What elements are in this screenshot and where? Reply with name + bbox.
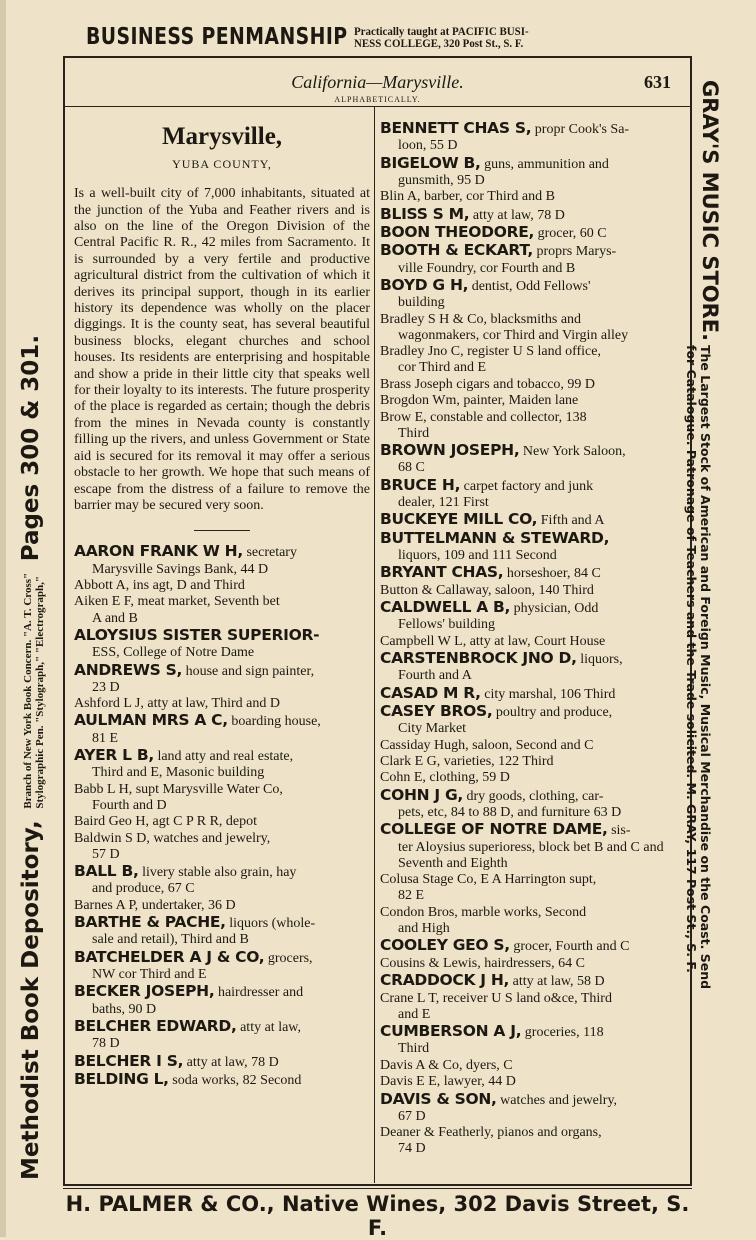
top-ad-line-1: Practically taught at PACIFIC BUSI- [354, 26, 529, 38]
entry-details: physician, Odd [510, 601, 599, 617]
directory-entry [380, 937, 678, 955]
entry-details: ins agt, D and Third [129, 577, 245, 593]
entry-continuation: gunsmith, 95 D [398, 172, 485, 188]
entry-name: BOON THEODORE, [380, 222, 535, 241]
entry-name: Ashford L J, [74, 696, 144, 712]
entry-name: Crane L T, [380, 990, 440, 1006]
entry-details: soda works, 82 Second [168, 1073, 302, 1088]
directory-entry [380, 393, 678, 409]
entry-name: Condon Bros, [380, 904, 458, 920]
entry-name: CALDWELL A B, [380, 598, 511, 617]
entry-first-line [74, 1071, 370, 1089]
right-ad-line-1: The Largest Stock of American and Foreign Music, Musical Merchandise on the Coast. Send [698, 345, 713, 990]
entry-name: BUCKEYE MILL CO, [380, 510, 538, 529]
entry-continuation: and High [398, 920, 450, 936]
directory-entry [380, 530, 678, 564]
entry-continuation: ter Aloysius superioress, block bet B and C and Seventh and Eighth [398, 839, 664, 871]
entry-name: Aiken E F, [74, 594, 134, 610]
entry-continuation: Fellows' building [398, 617, 496, 633]
entry-name: AYER L B, [74, 746, 154, 765]
entry-continuation: 81 E [92, 730, 119, 746]
entry-continuation: and produce, 67 C [92, 881, 195, 897]
directory-entry [380, 905, 678, 937]
entry-continuation: NW cor Third and E [92, 967, 207, 983]
entry-name: CASEY BROS, [380, 702, 493, 721]
entry-continuation: 57 D [92, 846, 120, 862]
entry-first-line [380, 787, 678, 805]
entry-details: register U S land office, [463, 344, 601, 360]
directory-entry [74, 898, 370, 914]
entry-name: BROWN JOSEPH, [380, 441, 520, 460]
directory-entry [74, 627, 370, 661]
left-ad-detail [22, 573, 46, 809]
entry-continuation: Fourth and A [398, 668, 472, 684]
entry-name: Brow E, [380, 409, 427, 425]
entry-details: pianos and organs, [493, 1125, 602, 1141]
entry-details: New York Saloon, [519, 444, 626, 460]
column-divider [374, 107, 375, 1183]
entry-name: Baldwin S D, [74, 830, 150, 846]
entry-details: meat market, Seventh bet [133, 594, 280, 610]
entry-continuation: 67 D [398, 1108, 426, 1124]
entry-continuation: ESS, College of Notre Dame [92, 645, 255, 661]
entry-first-line [380, 442, 678, 460]
entry-first-line [380, 738, 678, 754]
entry-details: atty at law, 58 D [509, 974, 605, 990]
entry-details: proprs Marys- [532, 244, 617, 260]
entry-details: groceries, 118 [521, 1025, 604, 1041]
directory-entry [380, 410, 678, 442]
entry-name: BENNETT CHAS S, [380, 119, 532, 137]
entry-first-line [380, 991, 678, 1007]
entry-details: dry goods, clothing, car- [462, 788, 604, 804]
entry-details: atty at law, [236, 1020, 301, 1036]
entry-first-line [380, 1058, 678, 1074]
entry-first-line [380, 821, 678, 839]
entry-first-line [74, 1053, 370, 1071]
directory-entry [380, 821, 678, 872]
entry-name: BOOTH & ECKART, [380, 241, 533, 260]
directory-entry [380, 634, 678, 650]
entry-continuation: 68 C [398, 460, 425, 476]
entry-details: watches and jewelry, [149, 830, 271, 846]
directory-entry [380, 312, 678, 344]
directory-entry [380, 1125, 678, 1157]
entry-details: blacksmiths and [486, 311, 582, 327]
directory-entry [74, 1018, 370, 1052]
directory-entry [380, 189, 678, 205]
directory-entry [380, 703, 678, 737]
entry-details: lawyer, 44 D [440, 1074, 516, 1090]
entry-first-line [380, 155, 678, 173]
entry-details: city marshal, 106 Third [480, 686, 616, 702]
entry-first-line [380, 770, 678, 786]
entry-name: Campbell W L, [380, 633, 467, 649]
directory-entry [380, 1023, 678, 1057]
section-rule [194, 530, 250, 531]
entry-first-line [380, 377, 678, 393]
top-ad-line-2: NESS COLLEGE, 320 Post St., S. F. [354, 38, 524, 50]
running-subhead: ALPHABETICALLY. [334, 95, 421, 104]
entry-first-line [380, 410, 678, 426]
entry-name: Davis A & Co, [380, 1057, 463, 1073]
entry-name: DAVIS & SON, [380, 1089, 497, 1108]
entry-details: poultry and produce, [492, 705, 613, 721]
entry-name: Cassiday Hugh, [380, 737, 469, 753]
entry-first-line [380, 937, 678, 955]
directory-entry [380, 754, 678, 770]
entry-name: BELCHER EDWARD, [74, 1017, 237, 1036]
directory-entry [380, 599, 678, 633]
entry-continuation: building [398, 295, 445, 311]
entry-details: grocers, [264, 950, 313, 966]
left-ad-line-2: Stylographic Pen. "Stylograph," "Electrograph," [33, 576, 46, 809]
entry-details: secretary [242, 545, 297, 561]
entry-continuation: cor Third and E [398, 360, 486, 376]
entry-details: supt Marysville Water Co, [132, 781, 283, 797]
directory-entry [74, 1053, 370, 1071]
entry-details: barber, cor Third and B [420, 189, 555, 205]
entry-first-line [380, 1074, 678, 1090]
directory-entry [74, 983, 370, 1017]
right-column [380, 120, 678, 1158]
entry-details: propr Cook's Sa- [531, 122, 630, 137]
entry-name: BELCHER I S, [74, 1051, 184, 1070]
entry-name: Bradley Jno C, [380, 344, 464, 360]
entry-name: BATCHELDER A J & CO, [74, 947, 265, 966]
entry-first-line [380, 277, 678, 295]
entry-name: BUTTELMANN & STEWARD, [380, 528, 610, 547]
entry-name: Cousins & Lewis, [380, 955, 481, 971]
entry-name: AARON FRANK W H, [74, 542, 243, 561]
entry-name: Cohn E, [380, 770, 426, 786]
entry-continuation: Fourth and D [92, 797, 167, 813]
directory-entry [380, 583, 678, 599]
entry-name: BIGELOW B, [380, 153, 481, 172]
entry-name: Barnes A P, [74, 897, 139, 913]
entry-first-line [380, 189, 678, 205]
directory-entry [380, 344, 678, 376]
entry-continuation: baths, 90 D [92, 1001, 157, 1017]
entry-details: atty at law, 78 D [183, 1054, 279, 1070]
directory-entry [380, 277, 678, 311]
entry-details: E A Harrington supt, [476, 872, 597, 888]
directory-entry [74, 914, 370, 948]
entry-details: saloon, Second and C [468, 737, 594, 753]
entry-name: BRYANT CHAS, [380, 563, 504, 582]
entry-name: Davis E E, [380, 1074, 441, 1090]
entry-name: Clark E G, [380, 754, 441, 770]
directory-entry [74, 696, 370, 712]
entry-continuation: loon, 55 D [398, 138, 458, 154]
directory-entry [380, 650, 678, 684]
directory-entry [380, 477, 678, 511]
entry-name: Abbott A, [74, 577, 130, 593]
entry-name: BOYD G H, [380, 275, 469, 294]
entry-name: BECKER JOSEPH, [74, 982, 215, 1001]
directory-entry [74, 949, 370, 983]
directory-entry [74, 863, 370, 897]
header-rule [63, 106, 692, 107]
entry-first-line [380, 650, 678, 668]
entry-continuation: Marysville Savings Bank, 44 D [92, 561, 269, 577]
entry-name: BALL B, [74, 862, 139, 881]
entry-first-line [74, 914, 370, 932]
entry-first-line [380, 530, 678, 548]
entry-first-line [74, 543, 370, 561]
top-ad-detail [354, 26, 529, 50]
entry-name: BRUCE H, [380, 475, 461, 494]
entry-name: BARTHE & PACHE, [74, 913, 226, 932]
entry-first-line [380, 120, 678, 138]
entry-first-line [380, 224, 678, 242]
entry-continuation: dealer, 121 First [398, 494, 489, 510]
city-title: Marysville, [161, 123, 283, 150]
left-margin-advertisement [18, 90, 46, 1180]
running-head: California—Marysville. [291, 72, 464, 92]
city-description: Is a well-built city of 7,000 inhabitants, situated at the junction of the Yuba and Feather rivers and is also on the line of the Oregon Division of the Central Pacific R. R., 42 miles from Sacramento. It is surrounded by a very fertile and productive agricultural district from the cultivation of which it derives its principal support, though in its earlier history its dependence was wholly on the placer diggings. It is the county seat, has several beautiful business blocks, elegant churches and school houses. Its residents are enterprising and hospitable and show a pride in their little city that speaks well for their loyalty to its interests. The future prosperity of the place is regarded as certain; though the debris from the mines in Nevada county is constantly filling up the rivers, and unless Government or State aid is secured for its removal it may offer a serious obstacle to her growth. We hope that such means of escape from the distress of a failure to remove the barrier may be secured very soon. [74, 186, 370, 513]
top-advertisement [62, 22, 692, 56]
entry-continuation: Third [398, 1041, 430, 1057]
entry-continuation: sale and retail), Third and B [92, 932, 249, 948]
directory-entry [74, 594, 370, 626]
page-number: 631 [644, 72, 671, 92]
directory-entry [74, 782, 370, 814]
entry-first-line [74, 578, 370, 594]
entry-first-line [380, 344, 678, 360]
entry-first-line [74, 949, 370, 967]
entry-continuation: and E [398, 1006, 431, 1022]
entry-first-line [380, 703, 678, 721]
entry-name: Bradley S H & Co, [380, 311, 487, 327]
entry-name: COLLEGE OF NOTRE DAME, [380, 820, 608, 839]
entry-first-line [74, 712, 370, 730]
directory-entry [74, 831, 370, 863]
entry-first-line [380, 1125, 678, 1141]
entry-details: liquors (whole- [225, 916, 316, 932]
entry-details: land atty and real estate, [153, 749, 294, 765]
entry-continuation: 78 D [92, 1036, 120, 1052]
county-name: YUBA COUNTY, [172, 157, 272, 171]
entry-details: sis- [607, 823, 631, 839]
entry-details: livery stable also grain, hay [138, 865, 297, 881]
footer-rule [63, 1188, 692, 1189]
entry-first-line [380, 393, 678, 409]
entry-details: atty at law, Court House [466, 633, 606, 649]
directory-entry [380, 956, 678, 972]
entry-continuation: 74 D [398, 1141, 426, 1157]
entry-first-line [380, 599, 678, 617]
directory-entry [74, 712, 370, 746]
entry-first-line [74, 662, 370, 680]
entry-name: ALOYSIUS SISTER SUPERIOR- [74, 625, 320, 644]
entry-details: cigars and tobacco, 99 D [452, 376, 596, 392]
entry-details: horseshoer, 84 C [503, 566, 601, 582]
entry-first-line [380, 634, 678, 650]
bottom-advertisement: H. PALMER & CO., Native Wines, 302 Davis Street, S. F. [65, 1192, 690, 1240]
entry-details: dentist, Odd Fellows' [468, 278, 591, 294]
directory-list-right [380, 120, 678, 1158]
directory-entry [380, 206, 678, 224]
entry-first-line [380, 511, 678, 529]
entry-first-line [380, 1091, 678, 1109]
entry-details: grocer, Fourth and C [509, 939, 630, 955]
entry-first-line [380, 477, 678, 495]
entry-details: atty at law, Third and D [143, 696, 280, 712]
entry-first-line [380, 206, 678, 224]
entry-first-line [74, 747, 370, 765]
directory-entry [380, 155, 678, 189]
entry-details: saloon, 140 Third [491, 582, 594, 598]
directory-entry [380, 564, 678, 582]
entry-continuation: Third and E, Masonic building [92, 765, 265, 781]
right-margin-title: GRAY'S MUSIC STORE. [698, 80, 722, 342]
directory-entry [380, 377, 678, 393]
entry-name: Babb L H, [74, 781, 133, 797]
directory-entry [380, 738, 678, 754]
entry-details: varieties, 122 Third [440, 754, 554, 770]
entry-name: Brass Joseph [380, 376, 453, 392]
directory-entry [74, 814, 370, 830]
entry-first-line [380, 564, 678, 582]
directory-entry [380, 685, 678, 703]
entry-first-line [74, 863, 370, 881]
entry-name: CARSTENBROCK JNO D, [380, 649, 577, 668]
entry-first-line [74, 814, 370, 830]
directory-entry [380, 991, 678, 1023]
entry-first-line [380, 685, 678, 703]
entry-continuation: A and B [92, 610, 138, 626]
entry-details: hairdresser and [214, 985, 304, 1001]
entry-first-line [74, 1018, 370, 1036]
entry-details: agt C P R R, depot [149, 814, 258, 830]
entry-name: BELDING L, [74, 1070, 169, 1088]
directory-entry [380, 242, 678, 276]
entry-details: guns, ammunition and [480, 156, 609, 172]
entry-name: CASAD M R, [380, 683, 481, 702]
entry-details: receiver U S land o&ce, Third [439, 990, 612, 1006]
directory-entry [380, 770, 678, 786]
entry-details: watches and jewelry, [496, 1092, 618, 1108]
directory-entry [380, 787, 678, 821]
entry-name: CRADDOCK J H, [380, 971, 510, 990]
entry-details: marble works, Second [457, 904, 587, 920]
entry-name: ANDREWS S, [74, 660, 183, 679]
directory-entry [380, 1058, 678, 1074]
right-ad-line-2: for Catalogue. Patronage of Teachers and the Trade solicited. M. GRAY, 117 Post St., S. F. [684, 345, 699, 973]
entry-details: hairdressers, 64 C [480, 955, 585, 971]
top-ad-headline: BUSINESS PENMANSHIP [86, 24, 348, 50]
entry-name: Colusa Stage Co, [380, 872, 477, 888]
directory-entry [380, 511, 678, 529]
entry-name: AULMAN MRS A C, [74, 711, 228, 730]
directory-entry [74, 747, 370, 781]
entry-first-line [74, 831, 370, 847]
entry-name: COOLEY GEO S, [380, 936, 510, 955]
entry-details: constable and collector, 138 [426, 409, 587, 425]
directory-entry [74, 578, 370, 594]
entry-first-line [380, 754, 678, 770]
entry-first-line [74, 782, 370, 798]
entry-name: Button & Callaway, [380, 582, 492, 598]
entry-details: house and sign painter, [182, 663, 315, 679]
entry-first-line [380, 872, 678, 888]
entry-first-line [380, 905, 678, 921]
entry-first-line [380, 312, 678, 328]
entry-continuation: liquors, 109 and 111 Second [398, 547, 557, 563]
entry-details: clothing, 59 D [425, 770, 510, 786]
directory-entry [380, 1074, 678, 1090]
entry-continuation: ville Foundry, cor Fourth and B [398, 260, 576, 276]
left-ad-headline: Methodist Book Depository, [18, 820, 44, 1180]
entry-name: Brogdon Wm, [380, 393, 460, 409]
entry-first-line [74, 898, 370, 914]
entry-continuation: wagonmakers, cor Third and Virgin alley [398, 327, 629, 343]
directory-entry [380, 442, 678, 476]
entry-details: carpet factory and junk [460, 478, 594, 494]
entry-first-line [380, 972, 678, 990]
entry-first-line [380, 1023, 678, 1041]
right-margin-detail [684, 345, 712, 1175]
entry-continuation: pets, etc, 84 to 88 D, and furniture 63 D [398, 805, 622, 820]
directory-entry [380, 972, 678, 990]
left-ad-pages: Pages 300 & 301. [18, 334, 44, 562]
left-ad-line-1: Branch of New York Book Concern. "A. T. Cross" [21, 572, 34, 809]
entry-first-line [380, 242, 678, 260]
entry-details: atty at law, 78 D [469, 207, 565, 223]
entry-details: boarding house, [227, 714, 321, 730]
directory-entry [74, 543, 370, 577]
entry-first-line [380, 583, 678, 599]
entry-continuation: Third [398, 425, 430, 441]
entry-first-line [380, 956, 678, 972]
entry-first-line [74, 696, 370, 712]
page-edge [0, 0, 6, 1237]
left-column [74, 118, 370, 1089]
entry-details: painter, Maiden lane [459, 393, 579, 409]
entry-first-line [74, 983, 370, 1001]
entry-name: Deaner & Featherly, [380, 1125, 494, 1141]
entry-details: undertaker, 36 D [138, 897, 236, 913]
directory-entry [380, 872, 678, 904]
entry-details: dyers, C [462, 1057, 513, 1073]
directory-entry [380, 120, 678, 154]
entry-first-line [74, 594, 370, 610]
directory-entry [380, 1091, 678, 1125]
entry-first-line [74, 627, 370, 645]
directory-entry [74, 1071, 370, 1089]
entry-name: COHN J G, [380, 785, 463, 804]
entry-name: BLISS S M, [380, 204, 470, 223]
directory-entry [74, 662, 370, 696]
entry-details: liquors, [576, 652, 623, 668]
entry-details: grocer, 60 C [534, 225, 607, 241]
directory-list-left [74, 543, 370, 1089]
entry-continuation: 23 D [92, 679, 120, 695]
entry-continuation: 82 E [398, 888, 425, 904]
entry-details: Fifth and A [537, 513, 605, 529]
entry-name: CUMBERSON A J, [380, 1022, 522, 1041]
entry-name: Blin A, [380, 189, 421, 205]
entry-name: Baird Geo H, [74, 814, 150, 830]
directory-entry [380, 224, 678, 242]
entry-continuation: City Market [398, 721, 467, 737]
